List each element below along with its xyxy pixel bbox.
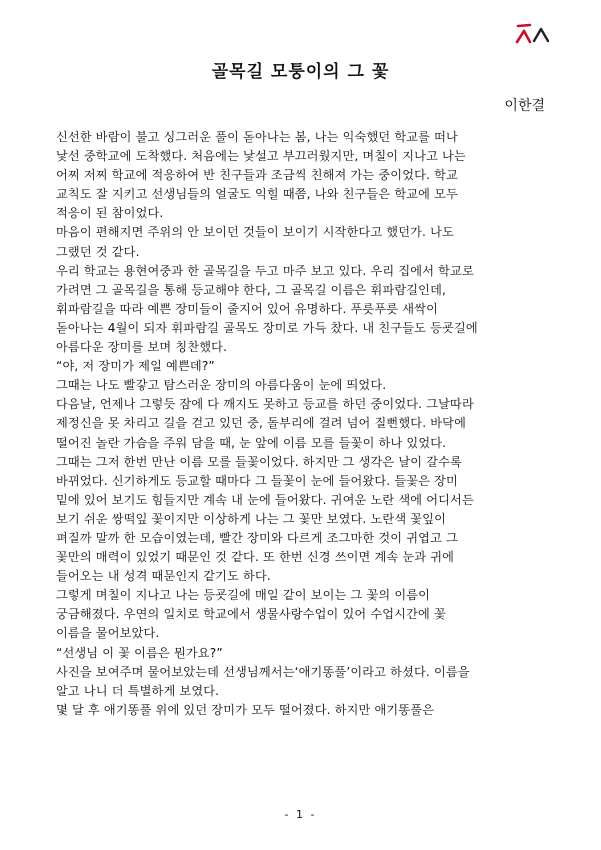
text-line: 다음날, 언제나 그렇듯 잠에 다 깨지도 못하고 등교를 하던 중이었다. 그날따라 bbox=[56, 397, 474, 412]
text-line: 알고 나니 더 특별하게 보였다. bbox=[56, 683, 220, 698]
text-line: “야, 저 장미가 제일 예쁜데?” bbox=[56, 359, 215, 374]
text-line: 몇 달 후 애기똥풀 위에 있던 장미가 모두 떨어졌다. 하지만 애기똥풀은 bbox=[56, 702, 435, 717]
text-line: 밑에 있어 보기도 힘들지만 계속 내 눈에 들어왔다. 귀여운 노란 색에 어디서든 bbox=[56, 492, 474, 507]
text-line: 낯선 중학교에 도착했다. 처음에는 낯설고 부끄러웠지만, 며칠이 지나고 나는 bbox=[56, 149, 466, 164]
text-line: 아름다운 장미를 보며 칭찬했다. bbox=[56, 340, 228, 355]
text-line: 사진을 보여주며 물어보았는데 선생님께서는‘애기똥풀’이라고 하셨다. 이름을 bbox=[56, 664, 470, 679]
document-title: 골목길 모퉁이의 그 꽃 bbox=[211, 62, 390, 82]
page-number: - 1 - bbox=[284, 808, 317, 821]
text-line: 바뀌었다. 신기하게도 등교할 때마다 그 들꽃이 눈에 들어왔다. 들꽃은 장미 bbox=[56, 473, 458, 488]
text-line: 돋아나는 4월이 되자 휘파람길 골목도 장미로 가득 찼다. 내 친구들도 등굣길에 bbox=[56, 320, 478, 335]
text-line: 적응이 된 참이었다. bbox=[56, 206, 164, 221]
text-line: 가려면 그 골목길을 통해 등교해야 한다, 그 골목길 이름은 휘파람길인데, bbox=[56, 282, 447, 297]
text-line: 펴질까 말까 한 모습이였는데, 빨간 장미와 다르게 조그마한 것이 귀엽고 그 bbox=[56, 530, 458, 545]
text-line: 궁금해졌다. 우연의 일치로 학교에서 생물사랑수업이 있어 수업시간에 꽃 bbox=[56, 607, 446, 622]
text-line: 휘파람길을 따라 예쁜 장미들이 줄지어 있어 유명하다. 푸릇푸릇 새싹이 bbox=[56, 301, 438, 316]
author-name: 이한결 bbox=[504, 98, 545, 114]
publisher-logo-icon bbox=[512, 20, 550, 48]
text-line: 마음이 편해지면 주위의 안 보이던 것들이 보이기 시작한다고 했던가. 나도 bbox=[56, 225, 454, 240]
text-line: 신선한 바람이 불고 싱그러운 풀이 돋아나는 봄, 나는 익숙했던 학교를 떠나 bbox=[56, 130, 458, 144]
text-line: 이름을 물어보았다. bbox=[56, 626, 160, 641]
text-line: 우리 학교는 용현여중과 한 골목길을 두고 마주 보고 있다. 우리 집에서 학교로 bbox=[56, 263, 474, 278]
text-line: 떨어진 놀란 가슴을 주워 담을 때, 눈 앞에 이름 모를 들꽃이 하나 있었다. bbox=[56, 435, 447, 450]
text-line: 그랬던 것 같다. bbox=[56, 244, 140, 259]
text-line: 그때는 나도 빨갛고 탐스러운 장미의 아름다움이 눈에 띄었다. bbox=[56, 378, 387, 393]
text-line: 들어오는 내 성격 때문인지 같기도 하다. bbox=[56, 569, 271, 584]
text-line: 보기 쉬운 쌍떡잎 꽃이지만 이상하게 나는 그 꽃만 보였다. 노란색 꽃잎이 bbox=[56, 511, 447, 526]
text-line: “선생님 이 꽃 이름은 뭔가요?” bbox=[56, 645, 223, 660]
text-line: 제정신을 못 차리고 길을 걷고 있던 중, 돌부리에 걸려 넘어 질뻔했다. 바닥에 bbox=[56, 416, 467, 431]
text-line: 꽃만의 매력이 있었기 때문인 것 같다. 또 한번 신경 쓰이면 계속 눈과 귀에 bbox=[56, 550, 455, 565]
text-line: 그렇게 며칠이 지나고 나는 등굣길에 매일 같이 보이는 그 꽃의 이름이 bbox=[56, 588, 431, 603]
text-line: 교칙도 잘 지키고 선생님들의 얼굴도 익힐 때쯤, 나와 친구들은 학교에 모두 bbox=[56, 187, 458, 202]
text-line: 그때는 그저 한번 만난 이름 모를 들꽃이었다. 하지만 그 생각은 날이 갈수록 bbox=[56, 454, 462, 469]
text-line: 어찌 저찌 학교에 적응하여 반 친구들과 조금씩 친해져 가는 중이었다. 학교 bbox=[56, 168, 458, 183]
essay-body bbox=[56, 128, 548, 720]
